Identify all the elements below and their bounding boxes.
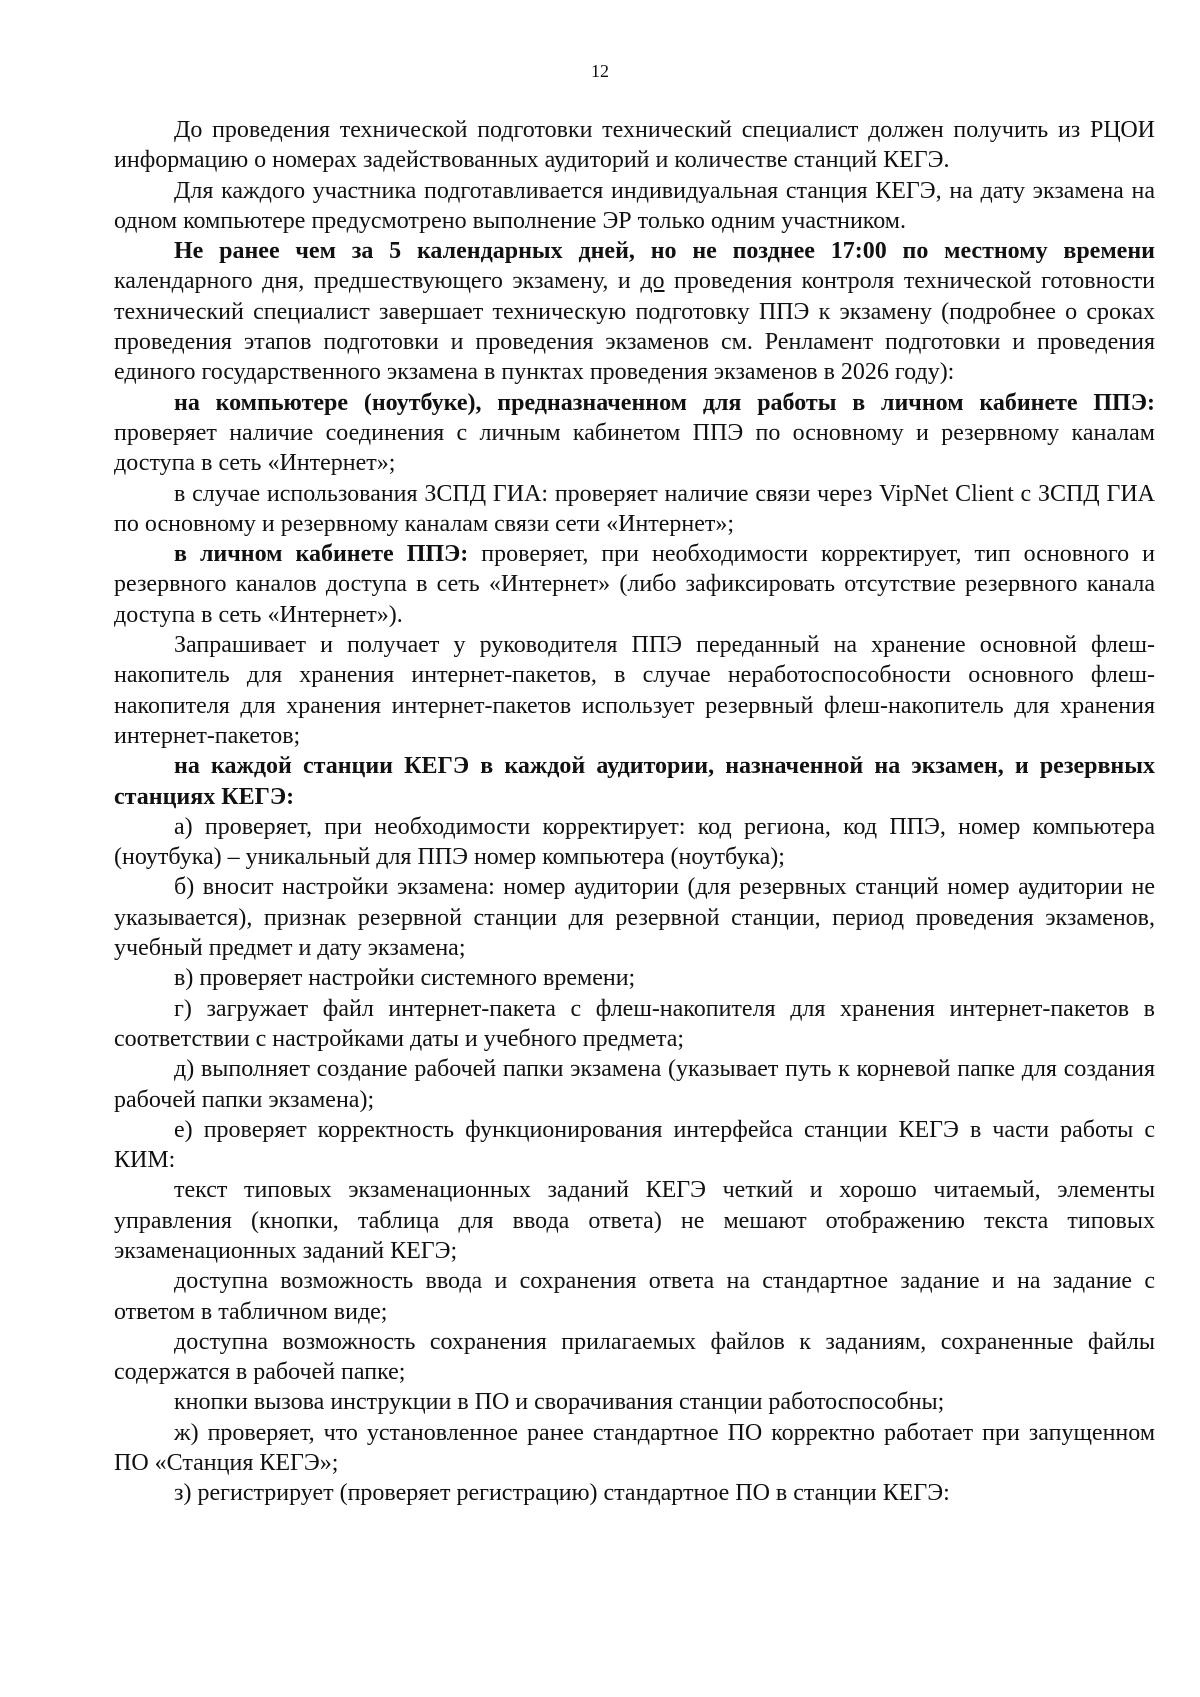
paragraph-text: г) загружает файл интернет-пакета с флеш-накопителя для хранения интернет-пакетов в соответствии с настройками даты и учебного предмета; [114, 995, 1155, 1052]
paragraph [114, 479, 1155, 540]
paragraph-text: в случае использования ЗСПД ГИА: проверяет наличие связи через VipNet Client с ЗСПД ГИА по основному и резервному каналам связи сети «Интернет»; [114, 480, 1155, 537]
paragraph-text: д) выполняет создание рабочей папки экзамена (указывает путь к корневой папке для создания рабочей папки экзамена); [114, 1056, 1155, 1113]
paragraph-text: з) регистрирует (проверяет регистрацию) стандартное ПО в станции КЕГЭ: [174, 1480, 950, 1507]
personal-cabinet-paragraph [114, 539, 1155, 630]
paragraph-text: проверяет, при необходимости корректирует, тип основного и резервного каналов доступа в сеть «Интернет» (либо зафиксировать отсутствие резервного канала доступа в сеть «Интернет»). [114, 541, 1155, 628]
list-item [114, 1115, 1155, 1176]
sub-item [114, 1175, 1155, 1266]
paragraph [114, 630, 1155, 751]
paragraph-text: календарного дня, предшествующего экзамену, и [114, 268, 641, 295]
paragraph-text: проведения контроля технической готовности технический специалист завершает техническую подготовку ППЭ к экзамену (подробнее о сроках проведения этапов подготовки и проведения экзаменов см. Ренламент подготовки и проведения единого государственного экзамена в пунктах проведения экзаменов в 2026 году): [114, 268, 1155, 386]
paragraph [114, 115, 1155, 176]
sub-item [114, 1266, 1155, 1327]
underlined-word: до [640, 268, 665, 295]
ppe-computer-paragraph [114, 388, 1155, 479]
paragraph-text: а) проверяет, при необходимости корректирует: код региона, код ППЭ, номер компьютера (ноутбука) – уникальный для ППЭ номер компьютера (ноутбука); [114, 813, 1155, 871]
paragraph-text: кнопки вызова инструкции в ПО и сворачивания станции работоспособны; [174, 1389, 945, 1416]
list-item [114, 872, 1155, 963]
paragraph-text: До проведения технической подготовки технический специалист должен получить из РЦОИ информацию о номерах задействованных аудиторий и количестве станций КЕГЭ. [114, 117, 1155, 174]
section-bold-heading: на каждой станции КЕГЭ в каждой аудитории, назначенной на экзамен, и резервных станциях КЕГЭ: [114, 753, 1155, 810]
list-item [114, 812, 1155, 873]
sub-item [114, 1327, 1155, 1388]
list-item [114, 1418, 1155, 1479]
paragraph-text: б) вносит настройки экзамена: номер аудитории (для резервных станций номер аудитории не указывается), признак резервной станции для резервной станции, период проведения экзаменов, учебный предмет и дату экзамена; [114, 874, 1155, 962]
paragraph-text: доступна возможность ввода и сохранения ответа на стандартное задание и на задание с ответом в табличном виде; [114, 1268, 1155, 1325]
list-item [114, 994, 1155, 1055]
list-item [114, 1478, 1155, 1508]
page-number: 12 [591, 61, 609, 81]
paragraph-text: проверяет наличие соединения с личным кабинетом ППЭ по основному и резервному каналам доступа в сеть «Интернет»; [114, 419, 1155, 477]
paragraph [114, 176, 1155, 237]
list-item [114, 1054, 1155, 1115]
sub-item [114, 1387, 1155, 1417]
document-body [114, 115, 1155, 1509]
kege-stations-heading [114, 751, 1155, 812]
list-item [114, 963, 1155, 993]
paragraph-text: ж) проверяет, что установленное ранее стандартное ПО корректно работает при запущенном ПО «Станция КЕГЭ»; [114, 1419, 1155, 1477]
deadline-bold-text: Не ранее чем за 5 календарных дней, но не позднее 17:00 по местному времени [174, 238, 1155, 265]
paragraph-text: е) проверяет корректность функционирования интерфейса станции КЕГЭ в части работы с КИМ: [114, 1116, 1155, 1174]
paragraph-text: Для каждого участника подготавливается индивидуальная станция КЕГЭ, на дату экзамена на одном компьютере предусмотрено выполнение ЭР только одним участником. [114, 177, 1155, 234]
section-bold-heading: на компьютере (ноутбуке), предназначенном для работы в личном кабинете ППЭ: [174, 389, 1155, 416]
paragraph-text: в) проверяет настройки системного времени; [174, 965, 636, 992]
deadline-paragraph [114, 236, 1155, 387]
section-bold-heading: в личном кабинете ППЭ: [174, 541, 469, 568]
paragraph-text: Запрашивает и получает у руководителя ППЭ переданный на хранение основной флеш-накопитель для хранения интернет-пакетов, в случае неработоспособности основного флеш-накопителя для хранения интернет-пакетов использует резервный флеш-накопитель для хранения интернет-пакетов; [114, 632, 1155, 749]
paragraph-text: текст типовых экзаменационных заданий КЕГЭ четкий и хорошо читаемый, элементы управления (кнопки, таблица для ввода ответа) не мешают отображению текста типовых экзаменационных заданий КЕГЭ; [114, 1177, 1155, 1264]
paragraph-text: доступна возможность сохранения прилагаемых файлов к заданиям, сохраненные файлы содержатся в рабочей папке; [114, 1328, 1155, 1386]
